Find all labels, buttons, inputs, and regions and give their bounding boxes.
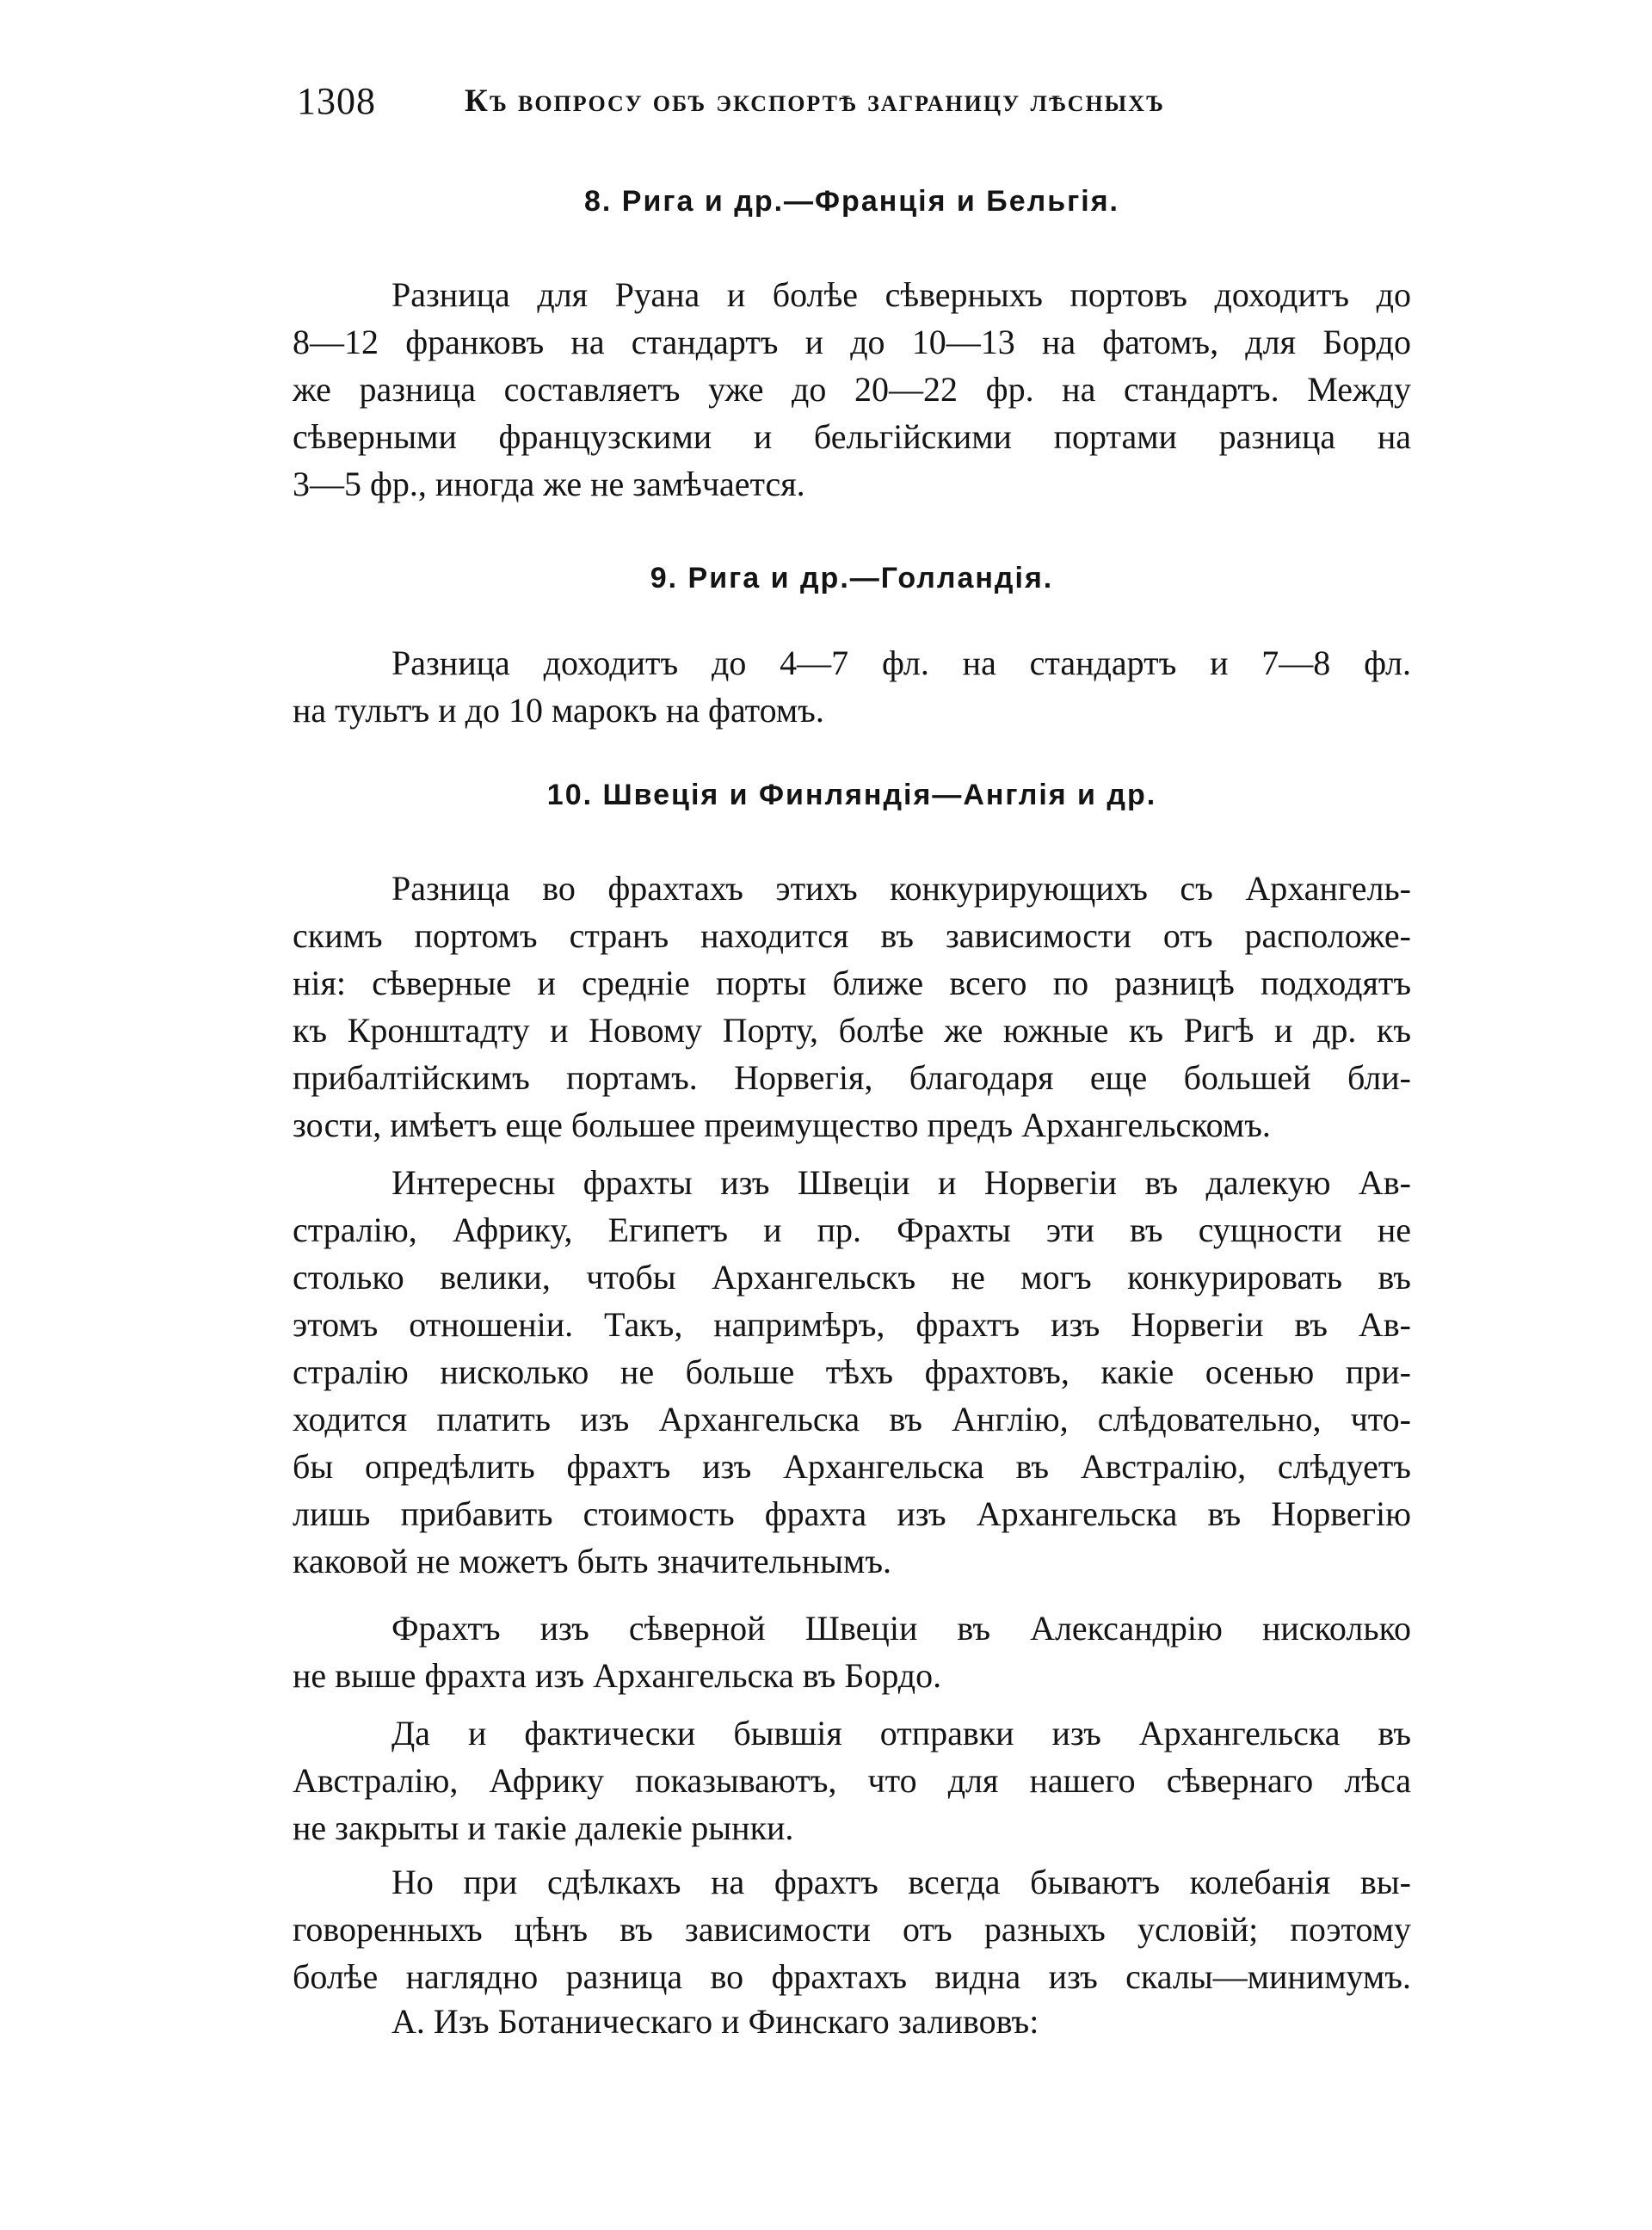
text-line: не закрыты и такіе далекіе рынки.: [293, 1808, 794, 1847]
section-title-9: 9. Рига и др.—Голландія.: [650, 562, 1054, 594]
text-line: стралію, Африку, Египетъ и пр. Фрахты эти въ сущности не: [293, 1210, 1411, 1249]
text-line: зости, имѣетъ еще большее преимущество предъ Архангельскомъ.: [293, 1106, 1271, 1144]
text-line: нія: сѣверные и средніе порты ближе всего по разницѣ подходятъ: [293, 964, 1411, 1002]
paragraph: [293, 1605, 1411, 1699]
running-header-title: Къ вопросу объ экспортѣ заграницу лѣсныхъ: [465, 83, 1165, 119]
paragraph: [293, 271, 1411, 508]
text-line: лишь прибавить стоимость фрахта изъ Архангельска въ Норвегію: [293, 1494, 1411, 1533]
text-line: этомъ отношеніи. Такъ, напримѣръ, фрахтъ изъ Норвегіи въ Ав-: [293, 1305, 1411, 1344]
section-title-8: 8. Рига и др.—Франція и Бельгія.: [584, 185, 1119, 218]
text-line: Интересны фрахты изъ Швеціи и Норвегіи въ далекую Ав-: [391, 1163, 1411, 1202]
text-line: болѣе наглядно разница во фрахтахъ видна изъ скалы—минимумъ.: [293, 1957, 1411, 1996]
text-line: стралію нисколько не больше тѣхъ фрахтовъ, какіе осенью при-: [293, 1352, 1411, 1391]
running-header: [297, 79, 1269, 131]
paragraph: [293, 1858, 1411, 2000]
paragraph: [293, 1159, 1411, 1585]
text-line: бы опредѣлить фрахтъ изъ Архангельска въ Австралію, слѣдуетъ: [293, 1447, 1411, 1486]
text-line: же разница составляетъ уже до 20—22 фр. на стандартъ. Между: [293, 370, 1411, 409]
text-line: столько велики, чтобы Архангельскъ не могъ конкурировать въ: [293, 1258, 1411, 1297]
section-title-10: 10. Швеція и Финляндія—Англія и др.: [546, 779, 1157, 811]
text-line: 8—12 франковъ на стандартъ и до 10—13 на фатомъ, для Бордо: [293, 323, 1411, 361]
text-line: не выше фрахта изъ Архангельска въ Бордо.: [293, 1656, 942, 1695]
text-line: каковой не можетъ быть значительнымъ.: [293, 1542, 892, 1580]
text-line: Разница во фрахтахъ этихъ конкурирующихъ съ Архангель-: [391, 869, 1411, 908]
text-line: Да и фактически бывшія отправки изъ Архангельска въ: [391, 1714, 1411, 1753]
text-line: ходится платить изъ Архангельска въ Англію, слѣдовательно, что-: [293, 1400, 1411, 1438]
paragraph: [293, 865, 1411, 1149]
paragraph: [293, 639, 1411, 734]
text-line: Разница для Руана и болѣе сѣверныхъ портовъ доходитъ до: [391, 275, 1411, 314]
text-line: Разница доходитъ до 4—7 фл. на стандартъ и 7—8 фл.: [391, 644, 1411, 682]
text-line: на тультъ и до 10 марокъ на фатомъ.: [293, 691, 824, 730]
text-line: Фрахтъ изъ сѣверной Швеціи въ Александрію нисколько: [391, 1609, 1411, 1648]
text-line: сѣверными французскими и бельгійскими портами разница на: [293, 417, 1411, 456]
page-number: 1308: [297, 80, 376, 122]
text-line: говоренныхъ цѣнъ въ зависимости отъ разныхъ условій; поэтому: [293, 1910, 1411, 1949]
text-line: Австралію, Африку показываютъ, что для нашего сѣвернаго лѣса: [293, 1761, 1411, 1800]
text-line: прибалтійскимъ портамъ. Норвегія, благодаря еще большей бли-: [293, 1058, 1411, 1097]
paragraph: [293, 1709, 1411, 1851]
text-line: къ Кронштадту и Новому Порту, болѣе же южные къ Ригѣ и др. къ: [293, 1011, 1411, 1050]
text-line: 3—5 фр., иногда же не замѣчается.: [293, 465, 805, 503]
text-line: А. Изъ Ботаническаго и Финскаго заливовъ:: [391, 2002, 1039, 2041]
text-line: Но при сдѣлкахъ на фрахтъ всегда бываютъ колебанія вы-: [391, 1863, 1411, 1901]
text-line: скимъ портомъ странъ находится въ зависимости отъ расположе-: [293, 916, 1411, 955]
paragraph: [293, 1998, 1411, 2045]
